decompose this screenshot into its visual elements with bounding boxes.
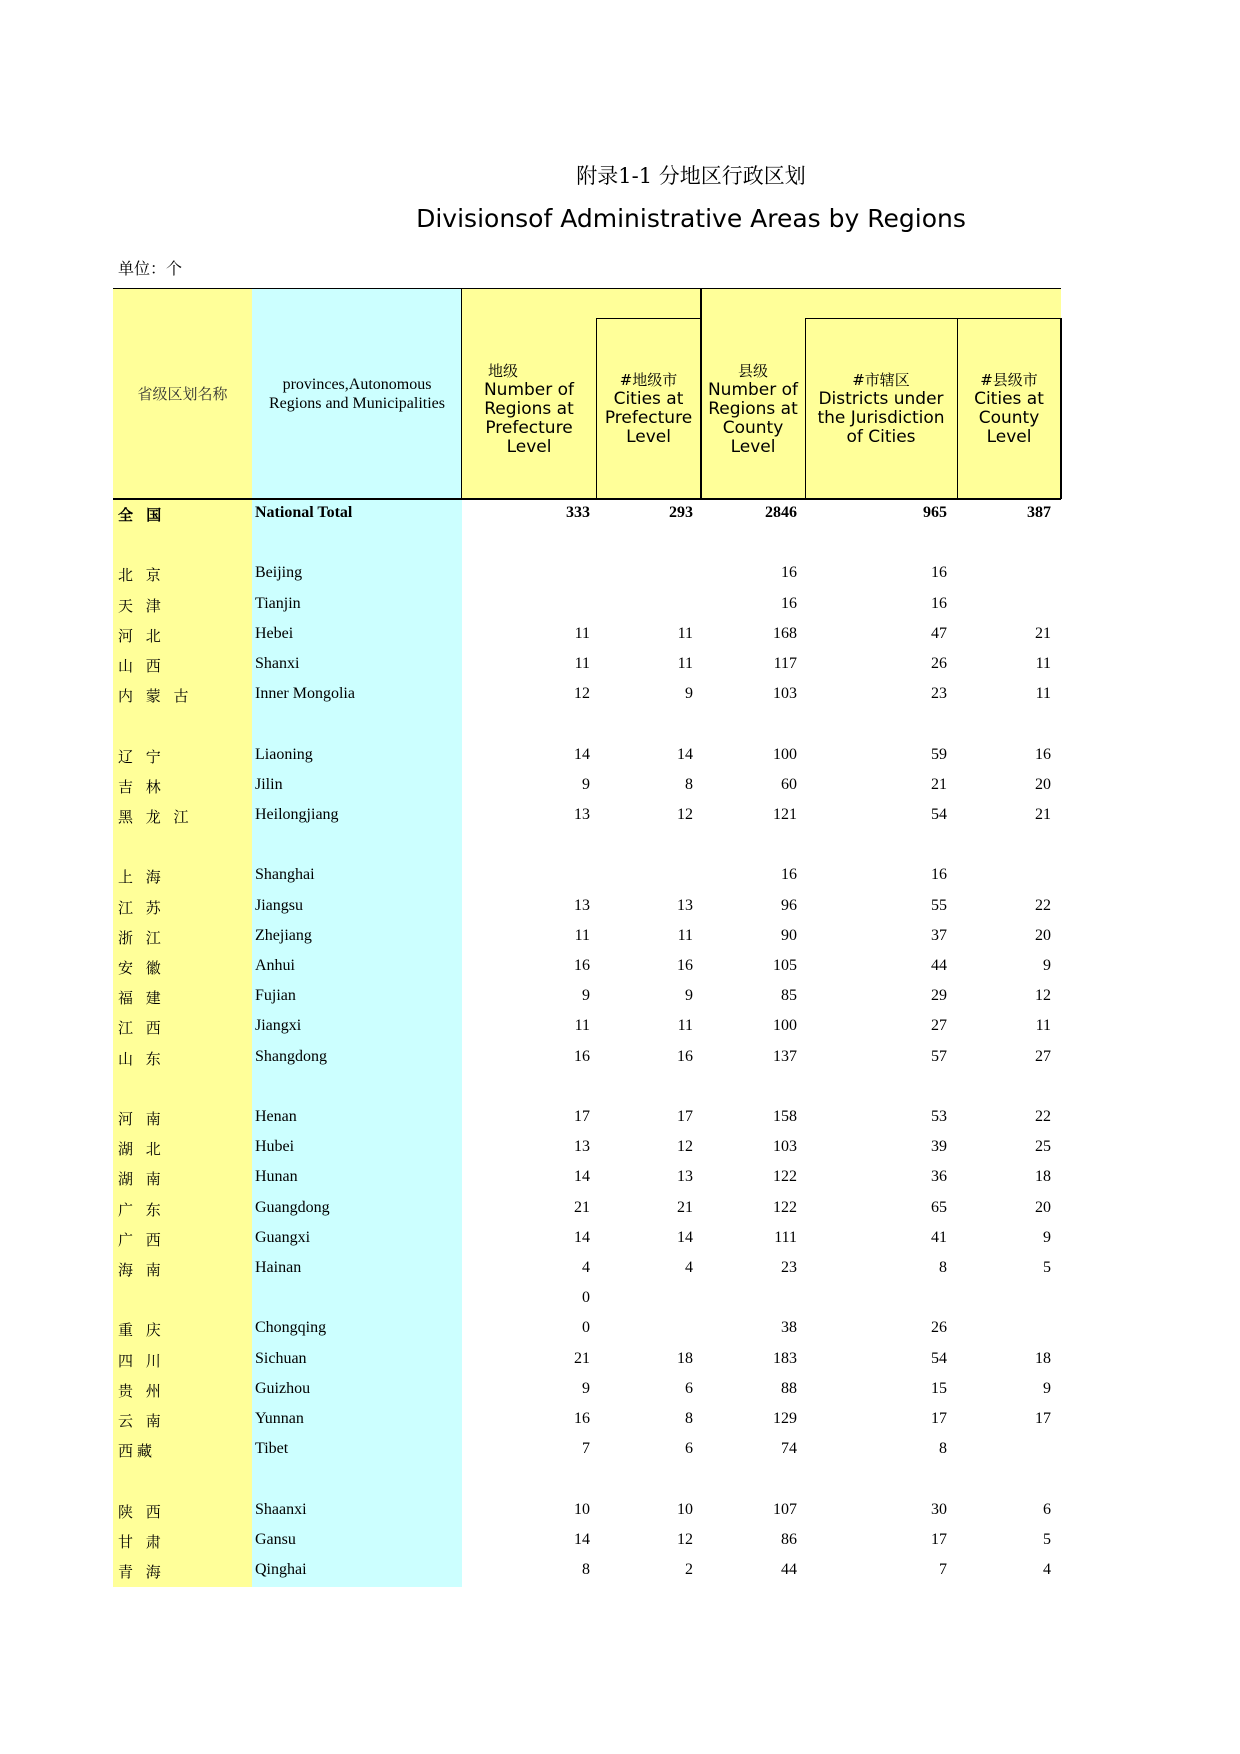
county-count: 86 (781, 1530, 797, 1548)
table-row (113, 892, 1061, 922)
districts-count: 965 (923, 504, 947, 521)
districts-count: 37 (931, 926, 947, 944)
region-name-cn: 海 南 (118, 1261, 165, 1279)
region-name-en: Hunan (255, 1168, 298, 1186)
header-text: 省级区划名称 (137, 384, 228, 403)
prefecture-count: 13 (574, 1138, 590, 1156)
table-row (113, 650, 1061, 680)
prefecture-count: 333 (566, 504, 590, 521)
prefecture-count: 16 (574, 957, 590, 974)
header-text: Cities at Prefecture Level (604, 389, 693, 447)
table-row (113, 741, 1061, 771)
table-row (113, 861, 1061, 891)
region-name-en: Tibet (255, 1440, 289, 1458)
prefecture-cities-count: 13 (677, 1168, 693, 1186)
districts-count: 26 (931, 655, 947, 672)
table-row (113, 1556, 1061, 1586)
districts-count: 17 (931, 1530, 947, 1548)
districts-count: 41 (931, 1228, 947, 1246)
county-cities-count: 17 (1035, 1410, 1051, 1427)
col-divider (805, 318, 806, 499)
county-cities-count: 25 (1035, 1138, 1051, 1156)
table-row (113, 1345, 1061, 1375)
header-text: #市辖区 (852, 371, 910, 389)
districts-count: 39 (931, 1138, 947, 1156)
region-name-cn: 北 京 (118, 566, 165, 585)
region-name-cn: 河 北 (118, 626, 165, 645)
districts-count: 54 (931, 806, 947, 823)
districts-count: 27 (931, 1017, 947, 1035)
table-row (113, 1284, 1061, 1314)
prefecture-cities-count: 16 (677, 957, 693, 974)
county-count: 60 (781, 775, 797, 793)
region-name-cn: 浙 江 (118, 928, 165, 947)
prefecture-cities-count: 11 (677, 926, 693, 944)
county-count: 107 (773, 1500, 797, 1518)
county-count: 103 (773, 685, 797, 703)
table-row (113, 1435, 1061, 1465)
header-region-cn (113, 289, 252, 499)
county-cities-count: 6 (1043, 1500, 1051, 1518)
region-name-en: Zhejiang (255, 926, 312, 944)
county-cities-count: 21 (1035, 624, 1051, 642)
county-count: 23 (781, 1259, 797, 1276)
table-row (113, 801, 1061, 831)
region-name-cn: 吉 林 (118, 777, 165, 796)
prefecture-count: 11 (574, 1017, 590, 1035)
region-name-en: Anhui (255, 957, 295, 974)
districts-count: 53 (931, 1108, 947, 1125)
county-cities-count: 20 (1035, 1198, 1051, 1216)
county-count: 100 (773, 1017, 797, 1035)
prefecture-count: 16 (574, 1047, 590, 1065)
county-count: 44 (781, 1561, 797, 1578)
region-name-en: Beijing (255, 564, 303, 582)
table-row (113, 1254, 1061, 1284)
county-count: 2846 (765, 504, 797, 521)
districts-count: 16 (931, 866, 947, 884)
region-name-cn: 天 津 (118, 596, 165, 615)
region-name-en: Guangdong (255, 1198, 330, 1216)
districts-count: 17 (931, 1410, 947, 1427)
region-name-cn: 陕 西 (118, 1502, 165, 1521)
prefecture-cities-count: 6 (685, 1440, 693, 1458)
region-name-cn: 湖 南 (118, 1170, 165, 1189)
districts-count: 47 (931, 624, 947, 642)
county-cities-count: 22 (1035, 896, 1051, 914)
prefecture-count: 21 (574, 1198, 590, 1216)
table-row (113, 771, 1061, 801)
region-name-en: Guangxi (255, 1228, 311, 1246)
prefecture-cities-count: 6 (685, 1379, 693, 1397)
region-name-cn: 山 西 (118, 657, 165, 675)
county-count: 74 (781, 1440, 797, 1458)
county-count: 90 (781, 926, 797, 944)
region-name-cn: 安 徽 (118, 959, 165, 977)
prefecture-cities-count: 11 (677, 655, 693, 672)
districts-count: 36 (931, 1168, 947, 1186)
region-name-en: Liaoning (255, 745, 313, 763)
region-name-en: Qinghai (255, 1561, 307, 1578)
districts-count: 54 (931, 1349, 947, 1367)
prefecture-count: 8 (582, 1561, 590, 1578)
prefecture-count: 9 (582, 987, 590, 1005)
region-name-cn: 内 蒙 古 (118, 687, 193, 706)
header-text: #地级市 (619, 371, 678, 389)
header-text: 县级 (737, 361, 768, 380)
col-divider (957, 318, 958, 499)
districts-count: 8 (939, 1259, 947, 1276)
prefecture-count: 9 (582, 775, 590, 793)
table-row (113, 1163, 1061, 1193)
prefecture-cities-count: 8 (685, 775, 693, 793)
prefecture-count: 21 (574, 1349, 590, 1367)
table-row (113, 831, 1061, 861)
prefecture-count: 11 (574, 624, 590, 642)
prefecture-cities-count: 11 (677, 624, 693, 642)
table-row (113, 1012, 1061, 1042)
table-row (113, 590, 1061, 620)
prefecture-count: 0 (582, 1319, 590, 1337)
region-name-cn: 黑 龙 江 (118, 808, 193, 826)
region-name-en: Henan (255, 1108, 297, 1125)
region-name-en: Yunnan (255, 1410, 304, 1427)
prefecture-cities-count: 21 (677, 1198, 693, 1216)
county-cities-count: 27 (1035, 1047, 1051, 1065)
table-row (113, 1405, 1061, 1435)
header-prefecture (462, 289, 596, 499)
region-name-en: Gansu (255, 1530, 296, 1548)
prefecture-cities-count: 12 (677, 806, 693, 823)
districts-count: 59 (931, 745, 947, 763)
region-name-cn: 湖 北 (118, 1140, 165, 1159)
region-name-en: National Total (255, 504, 353, 521)
table-row (113, 680, 1061, 710)
header-county-cities (957, 319, 1061, 499)
county-cities-count: 387 (1027, 504, 1051, 521)
region-name-cn: 江 苏 (118, 898, 165, 917)
table-row (113, 499, 1061, 529)
table-row (113, 559, 1061, 589)
prefecture-count: 14 (574, 1228, 590, 1246)
county-count: 117 (773, 655, 797, 672)
table-row (113, 1073, 1061, 1103)
region-name-cn: 广 西 (118, 1230, 165, 1249)
prefecture-count: 10 (574, 1500, 590, 1518)
county-count: 137 (773, 1047, 797, 1065)
county-count: 158 (773, 1108, 797, 1125)
region-name-cn: 河 南 (118, 1110, 165, 1128)
county-cities-count: 16 (1035, 745, 1051, 763)
subheader-rule (805, 318, 1061, 319)
table-row (113, 1496, 1061, 1526)
districts-count: 8 (939, 1440, 947, 1458)
table-row (113, 982, 1061, 1012)
header-text: Number of Regions at County Level (707, 379, 799, 457)
header-text: #县级市 (980, 371, 1038, 389)
header-text: provinces,Autonomous Regions and Municipalities (269, 376, 445, 412)
col-divider (596, 318, 597, 499)
table-row (113, 1103, 1061, 1133)
region-name-cn: 广 东 (118, 1200, 165, 1219)
table-row (113, 952, 1061, 982)
header-text: Number of Regions at Prefecture Level (483, 379, 575, 457)
county-count: 121 (773, 806, 797, 823)
county-cities-count: 11 (1035, 1017, 1051, 1035)
county-cities-count: 12 (1035, 987, 1051, 1005)
region-name-cn: 贵 州 (118, 1381, 165, 1400)
region-name-en: Hebei (255, 624, 294, 642)
districts-count: 26 (931, 1319, 947, 1337)
table-row (113, 1314, 1061, 1344)
page-title-chinese: 附录1-1 分地区行政区划 (576, 164, 806, 188)
region-name-en: Shanghai (255, 866, 315, 884)
table-row (113, 922, 1061, 952)
region-name-en: Heilongjiang (255, 806, 339, 823)
prefecture-count: 11 (574, 655, 590, 672)
region-name-en: Chongqing (255, 1319, 327, 1337)
prefecture-cities-count: 11 (677, 1017, 693, 1035)
prefecture-count: 16 (574, 1410, 590, 1427)
county-count: 183 (773, 1349, 797, 1367)
districts-count: 23 (931, 685, 947, 703)
prefecture-count: 9 (582, 1379, 590, 1397)
county-count: 129 (773, 1410, 797, 1427)
county-cities-count: 21 (1035, 806, 1051, 823)
col-divider (700, 289, 702, 499)
county-cities-count: 9 (1043, 1228, 1051, 1246)
county-count: 122 (773, 1198, 797, 1216)
prefecture-cities-count: 12 (677, 1138, 693, 1156)
region-name-cn: 甘 肃 (118, 1532, 165, 1551)
region-name-en: Shangdong (255, 1047, 327, 1065)
region-name-cn: 辽 宁 (118, 747, 165, 766)
table-row (113, 1133, 1061, 1163)
prefecture-cities-count: 13 (677, 896, 693, 914)
county-count: 103 (773, 1138, 797, 1156)
county-cities-count: 18 (1035, 1349, 1051, 1367)
county-count: 88 (781, 1379, 797, 1397)
county-cities-count: 22 (1035, 1108, 1051, 1125)
county-cities-count: 18 (1035, 1168, 1051, 1186)
prefecture-cities-count: 8 (685, 1410, 693, 1427)
region-name-cn: 福 建 (118, 989, 165, 1008)
table-row (113, 1194, 1061, 1224)
prefecture-cities-count: 293 (669, 504, 693, 521)
table-row (113, 529, 1061, 559)
county-cities-count: 20 (1035, 926, 1051, 944)
unit-label: 单位：个 (118, 259, 183, 278)
region-name-en: Tianjin (255, 594, 301, 612)
county-count: 105 (773, 957, 797, 974)
county-count: 96 (781, 896, 797, 914)
region-name-cn: 西藏 (118, 1442, 157, 1461)
region-name-en: Guizhou (255, 1379, 311, 1397)
region-name-cn: 青 海 (118, 1563, 165, 1581)
county-count: 85 (781, 987, 797, 1005)
county-count: 16 (781, 564, 797, 582)
prefecture-count: 4 (582, 1259, 590, 1276)
region-name-en: Inner Mongolia (255, 685, 355, 703)
header-districts (805, 319, 957, 499)
region-name-cn: 重 庆 (118, 1321, 165, 1340)
header-text: Districts under the Jurisdiction of Cities (817, 389, 945, 447)
prefecture-cities-count: 14 (677, 1228, 693, 1246)
region-name-en: Fujian (255, 987, 296, 1005)
region-name-en: Jilin (255, 775, 283, 793)
prefecture-cities-count: 18 (677, 1349, 693, 1367)
prefecture-cities-count: 12 (677, 1530, 693, 1548)
prefecture-cities-count: 9 (685, 685, 693, 703)
region-name-en: Jiangxi (255, 1017, 302, 1035)
table-row (113, 1043, 1061, 1073)
districts-count: 16 (931, 564, 947, 582)
header-text: Cities at County Level (974, 389, 1044, 447)
region-name-cn: 山 东 (118, 1049, 165, 1068)
col-divider (1060, 318, 1062, 499)
prefecture-count: 17 (574, 1108, 590, 1125)
districts-count: 7 (939, 1561, 947, 1578)
header-text: 地级 (488, 361, 519, 380)
page-title-english: Divisionsof Administrative Areas by Regions (416, 204, 966, 233)
districts-count: 30 (931, 1500, 947, 1518)
county-cities-count: 5 (1043, 1259, 1051, 1276)
prefecture-cities-count: 9 (685, 987, 693, 1005)
county-count: 111 (774, 1228, 797, 1246)
col-divider (461, 289, 462, 499)
county-count: 38 (781, 1319, 797, 1337)
region-name-en: Hainan (255, 1259, 302, 1276)
region-name-en: Sichuan (255, 1349, 307, 1367)
table-row (113, 710, 1061, 740)
county-cities-count: 20 (1035, 775, 1051, 793)
table-row (113, 1526, 1061, 1556)
table-row (113, 620, 1061, 650)
districts-count: 15 (931, 1379, 947, 1397)
region-name-en: Hubei (255, 1138, 295, 1156)
prefecture-count: 11 (574, 926, 590, 944)
county-cities-count: 9 (1043, 957, 1051, 974)
region-name-en: Shaanxi (255, 1500, 307, 1518)
region-name-cn: 云 南 (118, 1412, 165, 1430)
prefecture-count: 14 (574, 1530, 590, 1548)
prefecture-cities-count: 4 (685, 1259, 693, 1276)
prefecture-cities-count: 2 (685, 1561, 693, 1578)
county-count: 100 (773, 745, 797, 763)
region-name-cn: 上 海 (118, 868, 165, 887)
county-count: 122 (773, 1168, 797, 1186)
prefecture-cities-count: 14 (677, 745, 693, 763)
header-prefecture-cities (596, 319, 701, 499)
region-name-cn: 四 川 (118, 1351, 165, 1370)
county-cities-count: 4 (1043, 1561, 1051, 1578)
county-count: 16 (781, 866, 797, 884)
region-name-cn: 全 国 (118, 506, 166, 524)
table-row (113, 1375, 1061, 1405)
prefecture-cities-count: 10 (677, 1500, 693, 1518)
districts-count: 44 (931, 957, 947, 974)
districts-count: 65 (931, 1198, 947, 1216)
districts-count: 55 (931, 896, 947, 914)
prefecture-count: 0 (582, 1289, 590, 1307)
prefecture-count: 12 (574, 685, 590, 703)
county-count: 16 (781, 594, 797, 612)
region-name-en: Jiangsu (255, 896, 303, 914)
table-top-rule (113, 288, 1061, 289)
prefecture-count: 13 (574, 806, 590, 823)
districts-count: 57 (931, 1047, 947, 1065)
prefecture-count: 14 (574, 745, 590, 763)
table-row (113, 1224, 1061, 1254)
prefecture-count: 14 (574, 1168, 590, 1186)
table-row (113, 1465, 1061, 1495)
county-cities-count: 11 (1035, 655, 1051, 672)
region-name-cn: 江 西 (118, 1019, 165, 1038)
header-region-en (252, 289, 462, 499)
districts-count: 21 (931, 775, 947, 793)
region-name-en: Shanxi (255, 655, 300, 672)
county-count: 168 (773, 624, 797, 642)
subheader-rule (596, 318, 701, 319)
county-cities-count: 5 (1043, 1530, 1051, 1548)
prefecture-cities-count: 16 (677, 1047, 693, 1065)
county-cities-count: 11 (1035, 685, 1051, 703)
prefecture-count: 13 (574, 896, 590, 914)
county-cities-count: 9 (1043, 1379, 1051, 1397)
prefecture-cities-count: 17 (677, 1108, 693, 1125)
prefecture-count: 7 (582, 1440, 590, 1458)
districts-count: 16 (931, 594, 947, 612)
districts-count: 29 (931, 987, 947, 1005)
header-county (701, 289, 805, 499)
